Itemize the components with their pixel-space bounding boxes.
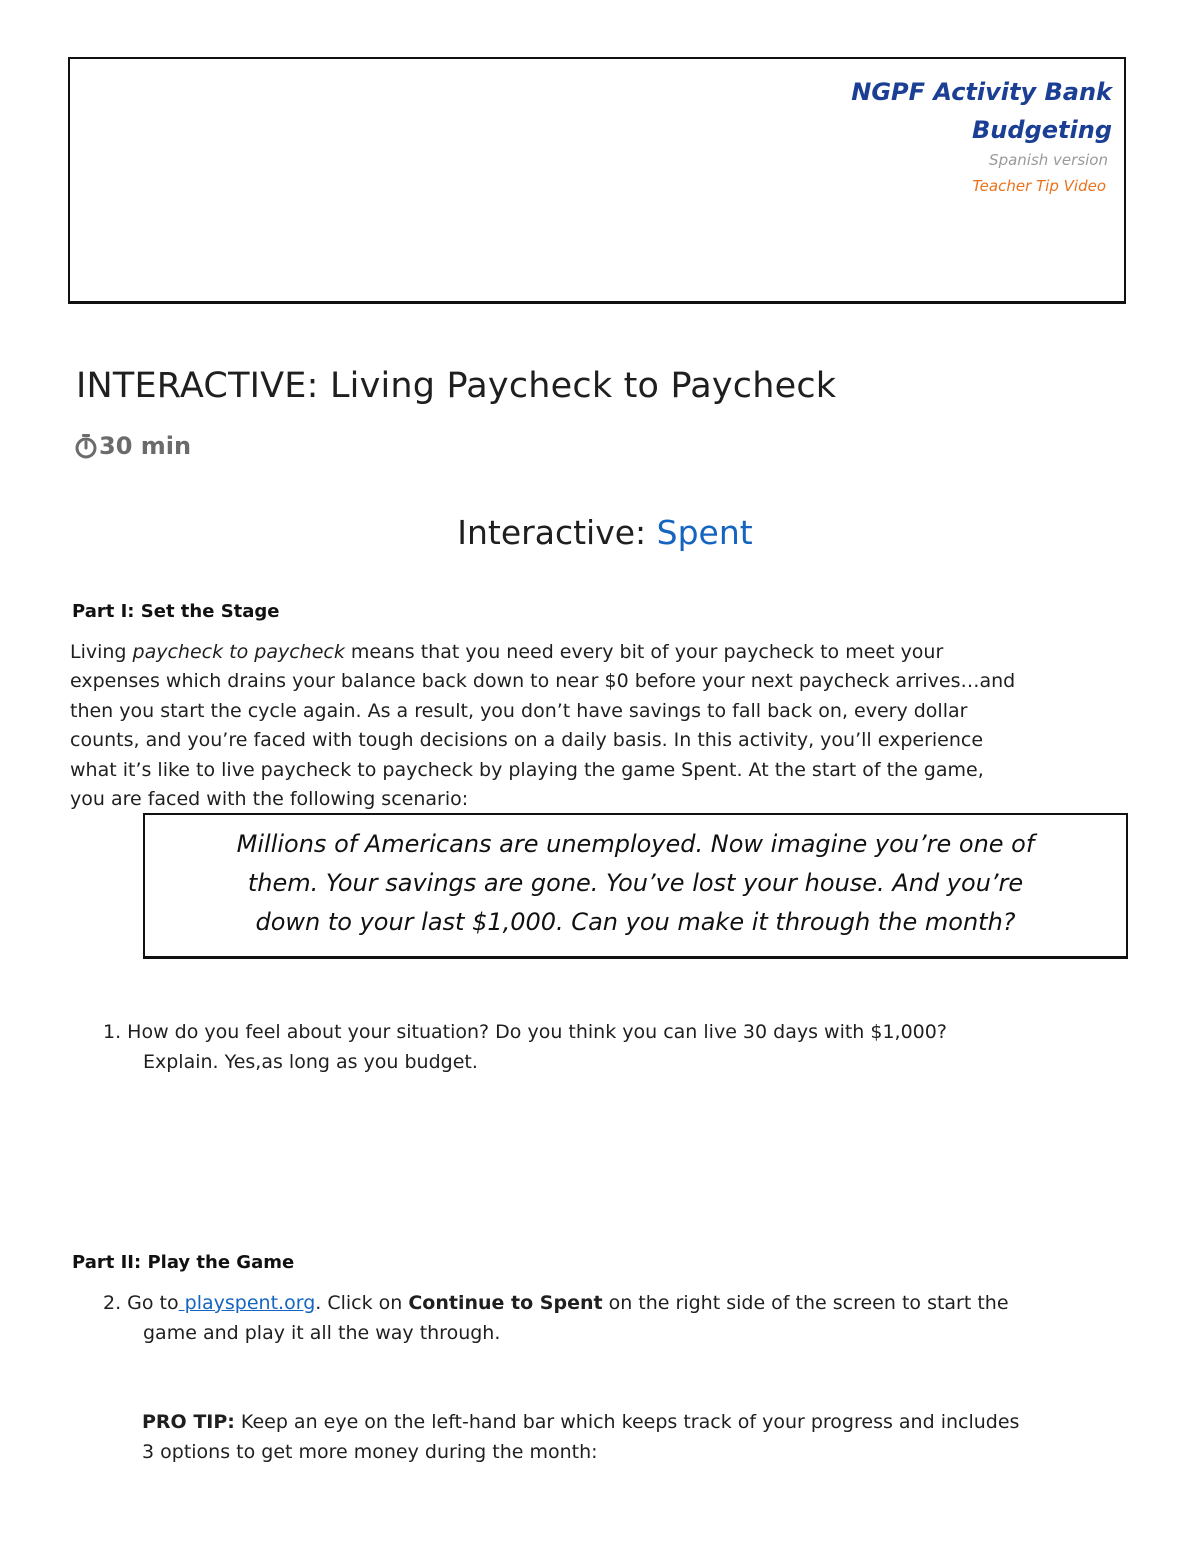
intro-paragraph (70, 638, 1130, 814)
q2-text: . Click on (315, 1292, 409, 1314)
answer-1-text[interactable]: Explain. Yes,as long as you budget. (143, 1051, 478, 1073)
scenario-quote-box (143, 813, 1128, 959)
header-box (68, 57, 1126, 304)
para-text: Living (70, 641, 133, 663)
brand-title: NGPF Activity Bank (851, 78, 1112, 106)
para-line: then you start the cycle again. As a result, you don’t have savings to fall back on, every dollar (70, 699, 968, 722)
q2-text: 2. Go to (103, 1292, 179, 1314)
spent-link[interactable]: Spent (656, 513, 753, 552)
pro-tip-label: PRO TIP: (142, 1411, 235, 1433)
page-title: INTERACTIVE: Living Paycheck to Paycheck (76, 366, 837, 406)
para-text: means that you need every bit of your paycheck to meet your (344, 641, 944, 663)
para-line: counts, and you’re faced with tough decisions on a daily basis. In this activity, you’ll experience (70, 729, 984, 752)
pro-tip (142, 1407, 1019, 1467)
para-italic: paycheck to paycheck (132, 641, 345, 663)
spanish-version-link[interactable]: Spanish version (989, 151, 1108, 169)
subtitle-prefix: Interactive: (457, 513, 657, 552)
question-2-line (103, 1288, 1009, 1318)
quote-line: Millions of Americans are unemployed. Now imagine you’re one of (236, 830, 1035, 858)
teacher-tip-video-link[interactable]: Teacher Tip Video (972, 177, 1106, 195)
pro-tip-line (142, 1407, 1019, 1437)
para-line (70, 638, 1130, 667)
part1-heading: Part I: Set the Stage (72, 601, 280, 622)
question-1 (103, 1017, 947, 1077)
question-2 (103, 1288, 1009, 1348)
duration (74, 432, 191, 460)
subtitle (0, 513, 1200, 552)
q2-text: on the right side of the screen to start the (602, 1292, 1009, 1314)
quote-line: down to your last $1,000. Can you make it through the month? (255, 908, 1016, 936)
question-2-line: game and play it all the way through. (143, 1322, 501, 1344)
pro-tip-line: 3 options to get more money during the month: (142, 1441, 598, 1463)
quote-line: them. Your savings are gone. You’ve lost your house. And you’re (247, 869, 1024, 897)
timer-icon (74, 433, 98, 459)
para-line: expenses which drains your balance back down to near $0 before your next paycheck arrives…and (70, 670, 1016, 693)
pro-tip-text: Keep an eye on the left-hand bar which keeps track of your progress and includes (234, 1411, 1020, 1433)
brand-block (851, 73, 1112, 149)
question-1-text: 1. How do you feel about your situation? Do you think you can live 30 days with $1,000? (103, 1021, 947, 1043)
brand-topic: Budgeting (972, 116, 1112, 144)
para-line: what it’s like to live paycheck to paycheck by playing the game Spent. At the start of the game, (70, 758, 984, 781)
duration-text: 30 min (99, 432, 192, 460)
continue-to-spent-text: Continue to Spent (408, 1292, 603, 1314)
part2-heading: Part II: Play the Game (72, 1252, 295, 1273)
playspent-link[interactable]: playspent.org (178, 1292, 316, 1314)
para-line: you are faced with the following scenario: (70, 788, 469, 811)
